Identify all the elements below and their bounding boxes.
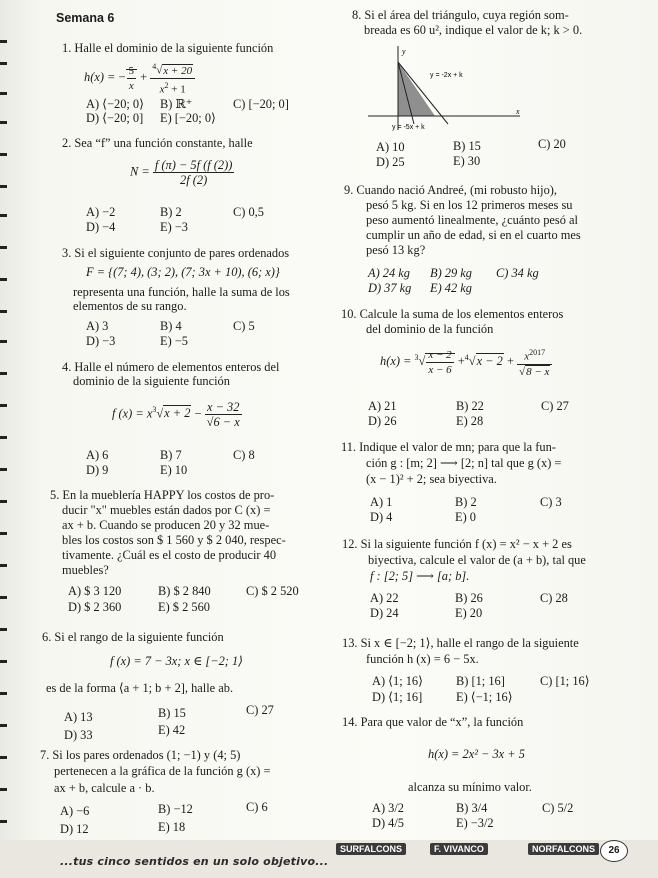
q7-opt-c: C) 6 bbox=[246, 800, 268, 814]
q4-formula: f $(x) = x^3√x + 2$ − $\frac{x - 32}{√6 - x}$ bbox=[112, 400, 240, 429]
q2-opt-a: A) −2 bbox=[86, 205, 116, 219]
q4-line1: 4. Halle el número de elementos enteros del bbox=[62, 360, 280, 374]
q7-opt-e: E) 18 bbox=[158, 820, 186, 834]
q1-opt-c: C) [−20; 0] bbox=[233, 97, 289, 111]
q6-line1: 6. Si el rango de la siguiente función bbox=[42, 630, 224, 644]
q12-line3: f : [2; 5] ⟶ [a; b]. bbox=[370, 569, 470, 583]
q11-opt-b: B) 2 bbox=[455, 495, 477, 509]
q11-line1: 11. Indique el valor de mn; para que la fun- bbox=[341, 440, 556, 454]
q6-line2: es de la forma ⟨a + 1; b + 2], halle ab. bbox=[46, 681, 234, 695]
q12-opt-c: C) 28 bbox=[540, 591, 568, 605]
q3-opt-c: C) 5 bbox=[233, 319, 255, 333]
q12-opt-d: D) 24 bbox=[370, 606, 399, 620]
q1-stem: 1. Halle el dominio de la siguiente función bbox=[62, 41, 274, 55]
q7-opt-d: D) 12 bbox=[60, 822, 89, 836]
q14-line2: alcanza su mínimo valor. bbox=[408, 780, 532, 794]
q4-opt-a: A) 6 bbox=[86, 448, 109, 462]
q7-line1: 7. Si los pares ordenados (1; −1) y (4; 5) bbox=[40, 748, 241, 762]
q4-opt-c: C) 8 bbox=[233, 448, 255, 462]
q9-line3: peso aumentó linealmente, ¿cuánto pesó al bbox=[366, 213, 578, 227]
q1-opt-b: B) ℝ⁺ bbox=[160, 97, 193, 111]
q14-opt-d: D) 4/5 bbox=[372, 816, 405, 830]
q9-opt-d: D) 37 kg bbox=[368, 281, 412, 295]
graph-x-label: x bbox=[516, 107, 520, 116]
q10-line1: 10. Calcule la suma de los elementos enteros bbox=[341, 307, 564, 321]
q9-opt-b: B) 29 kg bbox=[430, 266, 472, 280]
q6-opt-b: B) 15 bbox=[158, 706, 186, 720]
page-number: 26 bbox=[600, 840, 628, 862]
q7-opt-b: B) −12 bbox=[158, 802, 193, 816]
q8-opt-d: D) 25 bbox=[376, 155, 405, 169]
q10-line2: del dominio de la función bbox=[366, 322, 494, 336]
q3-line3: elementos de su rango. bbox=[73, 299, 187, 313]
q5-line3: ax + b. Cuando se producen 20 y 32 mue- bbox=[62, 518, 270, 532]
q2-opt-b: B) 2 bbox=[160, 205, 182, 219]
q8-line2: breada es 60 u², indique el valor de k; k > 0. bbox=[364, 23, 583, 37]
q4-opt-b: B) 7 bbox=[160, 448, 182, 462]
q5-line1: 5. En la mueblería HAPPY los costos de pro- bbox=[50, 488, 275, 502]
q8-opt-e: E) 30 bbox=[453, 154, 481, 168]
q11-line2: ción g : [m; 2] ⟶ [2; n] tal que g (x) = bbox=[366, 456, 562, 470]
q2-stem: 2. Sea “f” una función constante, halle bbox=[62, 136, 253, 150]
q14-opt-e: E) −3/2 bbox=[456, 816, 494, 830]
q1-opt-d: D) ⟨−20; 0] bbox=[86, 111, 144, 125]
q6-opt-a: A) 13 bbox=[64, 710, 93, 724]
q11-opt-d: D) 4 bbox=[370, 510, 393, 524]
q2-opt-e: E) −3 bbox=[160, 220, 188, 234]
graph-line2-label: y = -5x + k bbox=[392, 124, 425, 131]
q13-line1: 13. Si x ∈ [−2; 1⟩, halle el rango de la siguiente bbox=[342, 636, 579, 650]
q4-opt-e: E) 10 bbox=[160, 463, 188, 477]
q8-line1: 8. Si el área del triángulo, cuya región som- bbox=[352, 8, 569, 22]
q9-opt-c: C) 34 kg bbox=[496, 266, 539, 280]
q12-line2: biyectiva, calcule el valor de (a + b), tal que bbox=[368, 553, 586, 567]
brand-vivanco: F. VIVANCO bbox=[430, 843, 488, 855]
shaded-triangle bbox=[398, 62, 435, 116]
q9-line4: cumplir un año de edad, si en el cuarto mes bbox=[366, 228, 581, 242]
q5-opt-c: C) $ 2 520 bbox=[246, 584, 299, 598]
q6-opt-e: E) 42 bbox=[158, 723, 186, 737]
q1-opt-a: A) ⟨−20; 0⟩ bbox=[86, 97, 144, 111]
q9-line1: 9. Cuando nació Andreé, (mi robusto hijo), bbox=[344, 183, 558, 197]
footer-slogan: ...tus cinco sentidos en un solo objetivo... bbox=[60, 855, 329, 868]
q13-line2: función h (x) = 6 − 5x. bbox=[366, 652, 479, 666]
q1-opt-e: E) [−20; 0⟩ bbox=[160, 111, 216, 125]
q3-line2: representa una función, halle la suma de los bbox=[73, 285, 290, 299]
q3-opt-e: E) −5 bbox=[160, 334, 188, 348]
q7-opt-a: A) −6 bbox=[60, 804, 90, 818]
q10-opt-d: D) 26 bbox=[368, 414, 397, 428]
q5-opt-e: E) $ 2 560 bbox=[158, 600, 210, 614]
brand-norfalcons: NORFALCONS bbox=[528, 843, 599, 855]
q13-opt-c: C) [1; 16⟩ bbox=[540, 674, 590, 688]
q5-line4: bles los costos son $ 1 560 y $ 2 040, respec- bbox=[62, 533, 286, 547]
q10-opt-e: E) 28 bbox=[456, 414, 484, 428]
q6-opt-c: C) 27 bbox=[246, 703, 274, 717]
q14-formula: h(x) = 2x² − 3x + 5 bbox=[428, 747, 525, 761]
q2-opt-d: D) −4 bbox=[86, 220, 116, 234]
q8-opt-b: B) 15 bbox=[453, 139, 481, 153]
q11-opt-a: A) 1 bbox=[370, 495, 393, 509]
q4-line2: dominio de la siguiente función bbox=[73, 374, 230, 388]
q5-line6: muebles? bbox=[62, 563, 109, 577]
q9-opt-a: A) 24 kg bbox=[368, 266, 410, 280]
q12-line1: 12. Si la siguiente función f (x) = x² − x + 2 es bbox=[342, 537, 572, 551]
q12-opt-e: E) 20 bbox=[455, 606, 483, 620]
q11-line3: (x − 1)² + 2; sea biyectiva. bbox=[366, 472, 497, 486]
q10-formula: h(x) = $^3$√ $\frac{x - 2}{x - 6}$ +$^4$√x − 2 + $\frac{x^{2017}}{√8 - x}$ bbox=[380, 346, 552, 379]
q2-opt-c: C) 0,5 bbox=[233, 205, 264, 219]
q1-formula: h(x) = − $\frac{5}{x}$ + $\frac{^4√x + 20}{x^2 + 1}$ bbox=[84, 60, 195, 96]
q11-opt-c: C) 3 bbox=[540, 495, 562, 509]
q8-graph bbox=[360, 44, 530, 134]
graph-line1-label: y = -2x + k bbox=[430, 72, 463, 79]
q12-opt-b: B) 26 bbox=[455, 591, 483, 605]
q3-line1: 3. Si el siguiente conjunto de pares ordenados bbox=[62, 246, 290, 260]
q3-opt-b: B) 4 bbox=[160, 319, 182, 333]
q5-opt-b: B) $ 2 840 bbox=[158, 584, 211, 598]
q13-opt-e: E) ⟨−1; 16⟩ bbox=[456, 690, 513, 704]
q8-opt-a: A) 10 bbox=[376, 140, 405, 154]
q9-line5: pesó 13 kg? bbox=[366, 243, 426, 257]
binder-edge bbox=[0, 0, 8, 878]
q7-line2: pertenecen a la gráfica de la función g (x) = bbox=[54, 764, 271, 778]
q7-line3: ax + b, calcule a · b. bbox=[54, 781, 155, 795]
q4-opt-d: D) 9 bbox=[86, 463, 109, 477]
week-header: Semana 6 bbox=[56, 11, 115, 25]
q14-line1: 14. Para que valor de “x”, la función bbox=[342, 715, 524, 729]
q10-opt-a: A) 21 bbox=[368, 399, 397, 413]
q14-opt-b: B) 3/4 bbox=[456, 801, 488, 815]
q13-opt-a: A) ⟨1; 16⟩ bbox=[372, 674, 423, 688]
q5-opt-a: A) $ 3 120 bbox=[68, 584, 122, 598]
q3-opt-a: A) 3 bbox=[86, 319, 109, 333]
q14-opt-c: C) 5/2 bbox=[542, 801, 574, 815]
q12-opt-a: A) 22 bbox=[370, 591, 399, 605]
q10-opt-c: C) 27 bbox=[541, 399, 569, 413]
q13-opt-d: D) ⟨1; 16] bbox=[372, 690, 423, 704]
q3-opt-d: D) −3 bbox=[86, 334, 116, 348]
q3-set: F = {(7; 4), (3; 2), (7; 3x + 10), (6; x)} bbox=[86, 265, 280, 279]
brand-surfalcons: SURFALCONS bbox=[336, 843, 406, 855]
q5-line2: ducir "x" muebles están dados por C (x) = bbox=[62, 503, 271, 517]
q9-opt-e: E) 42 kg bbox=[430, 281, 472, 295]
q5-opt-d: D) $ 2 360 bbox=[68, 600, 122, 614]
q5-line5: tivamente. ¿Cuál es el costo de producir 40 bbox=[62, 548, 277, 562]
q11-opt-e: E) 0 bbox=[455, 510, 476, 524]
q10-opt-b: B) 22 bbox=[456, 399, 484, 413]
graph-y-label: y bbox=[402, 47, 406, 56]
q14-opt-a: A) 3/2 bbox=[372, 801, 405, 815]
q6-formula: f (x) = 7 − 3x; x ∈ [−2; 1⟩ bbox=[110, 654, 244, 668]
q6-opt-d: D) 33 bbox=[64, 728, 93, 742]
q2-formula: N = $\frac{f (\pi) - 5f (f (2))}{2f (2)}$ bbox=[130, 158, 233, 187]
q8-opt-c: C) 20 bbox=[538, 137, 566, 151]
q9-line2: pesó 5 kg. Si en los 12 primeros meses su bbox=[366, 198, 573, 212]
q13-opt-b: B) [1; 16] bbox=[456, 674, 505, 688]
